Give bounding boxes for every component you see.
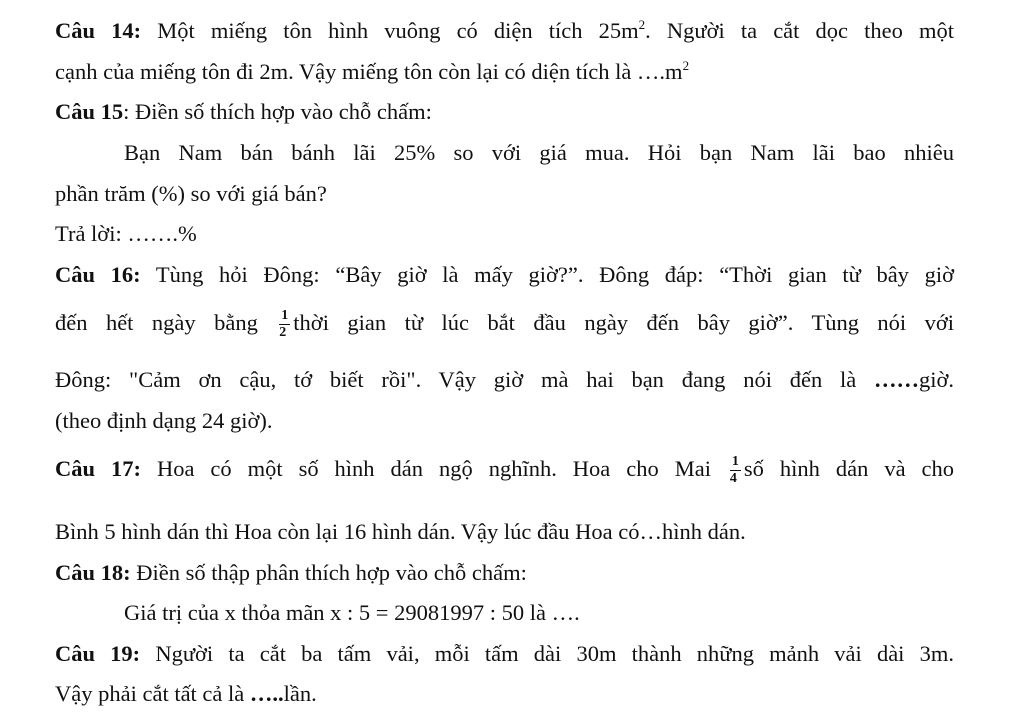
q16-line-3 [55,369,954,392]
q17-label: Câu 17: [55,456,141,481]
q15-line-2 [55,183,954,206]
q16-label: Câu 16: [55,262,141,287]
q16-blank: …… [873,367,919,392]
q17-text-1-pre: Hoa có một số hình dán ngộ nghĩnh. Hoa cho Mai [140,456,711,481]
q18-line-1 [124,602,954,625]
q18-title-line [55,562,954,585]
q16-line-1 [55,264,954,287]
q15-title: : Điền số thích hợp vào chỗ chấm: [123,99,432,124]
cropped-top-edge [0,0,1024,4]
q16-text-4: (theo định dạng 24 giờ). [55,408,273,433]
q16-text-3-pre: Đông: "Cảm ơn cậu, tớ biết rồi". Vậy giờ mà hai bạn đang nói đến là [55,367,874,392]
q17-frac-denominator: 4 [729,471,737,487]
q16-text-1: Tùng hỏi Đông: “Bây giờ là mấy giờ?”. Đông đáp: “Thời gian từ bây giờ [140,262,954,287]
q15-label: Câu 15 [55,99,124,124]
q17-frac-numerator: 1 [731,454,739,470]
q15-answer-line [55,223,954,246]
q14-line-1 [55,17,954,43]
q19-text-2-post: lần. [283,681,317,706]
q17-text-2: Bình 5 hình dán thì Hoa còn lại 16 hình dán. Vậy lúc đầu Hoa có…hình dán. [55,519,746,544]
q15-answer: Trả lời: …….% [55,221,197,246]
q19-blank: ….. [249,681,284,706]
q19-line-1 [55,643,954,666]
q16-frac-denominator: 2 [279,325,287,341]
q17-line-1 [55,449,954,489]
q16-line-4 [55,410,954,433]
q17-fraction [730,455,741,486]
q15-text-1: Bạn Nam bán bánh lãi 25% so với giá mua. Hỏi bạn Nam lãi bao nhiêu [124,140,954,165]
q19-line-2 [55,683,954,706]
q17-line-2 [55,521,954,544]
q19-text-2-pre: Vậy phải cắt tất cả là [55,681,250,706]
q14-text-1-tail: . Người ta cắt dọc theo một [645,18,954,43]
q16-text-2-post: thời gian từ lúc bắt đầu ngày đến bây giờ”. Tùng nói với [293,310,955,335]
q14-sup-1: 2 [638,17,646,32]
q14-text-2: cạnh của miếng tôn đi 2m. Vậy miếng tôn còn lại có diện tích là ….m [55,59,683,84]
q15-title-line [55,101,954,124]
q16-line-2 [55,303,954,343]
q19-label: Câu 19: [55,641,141,666]
q16-fraction [279,309,290,340]
q16-text-2-pre: đến hết ngày bằng [55,310,258,335]
q15-text-2: phần trăm (%) so với giá bán? [55,181,327,206]
q19-text-1: Người ta cắt ba tấm vải, mỗi tấm dài 30m thành những mảnh vải dài 3m. [140,641,954,666]
q16-frac-numerator: 1 [281,308,289,324]
q18-title: Điền số thập phân thích hợp vào chỗ chấm: [130,560,527,585]
q14-line-2 [55,58,954,84]
q18-label: Câu 18: [55,560,131,585]
q18-text-1: Giá trị của x thỏa mãn x : 5 = 29081997 : 50 là …. [124,600,580,625]
q14-text-1: Một miếng tôn hình vuông có diện tích 25m [141,18,639,43]
q17-text-1-post: số hình dán và cho [743,456,955,481]
q14-label: Câu 14: [55,18,142,43]
q16-text-3-post: giờ. [918,367,954,392]
q14-sup-2: 2 [682,58,690,73]
q15-line-1 [124,142,954,165]
